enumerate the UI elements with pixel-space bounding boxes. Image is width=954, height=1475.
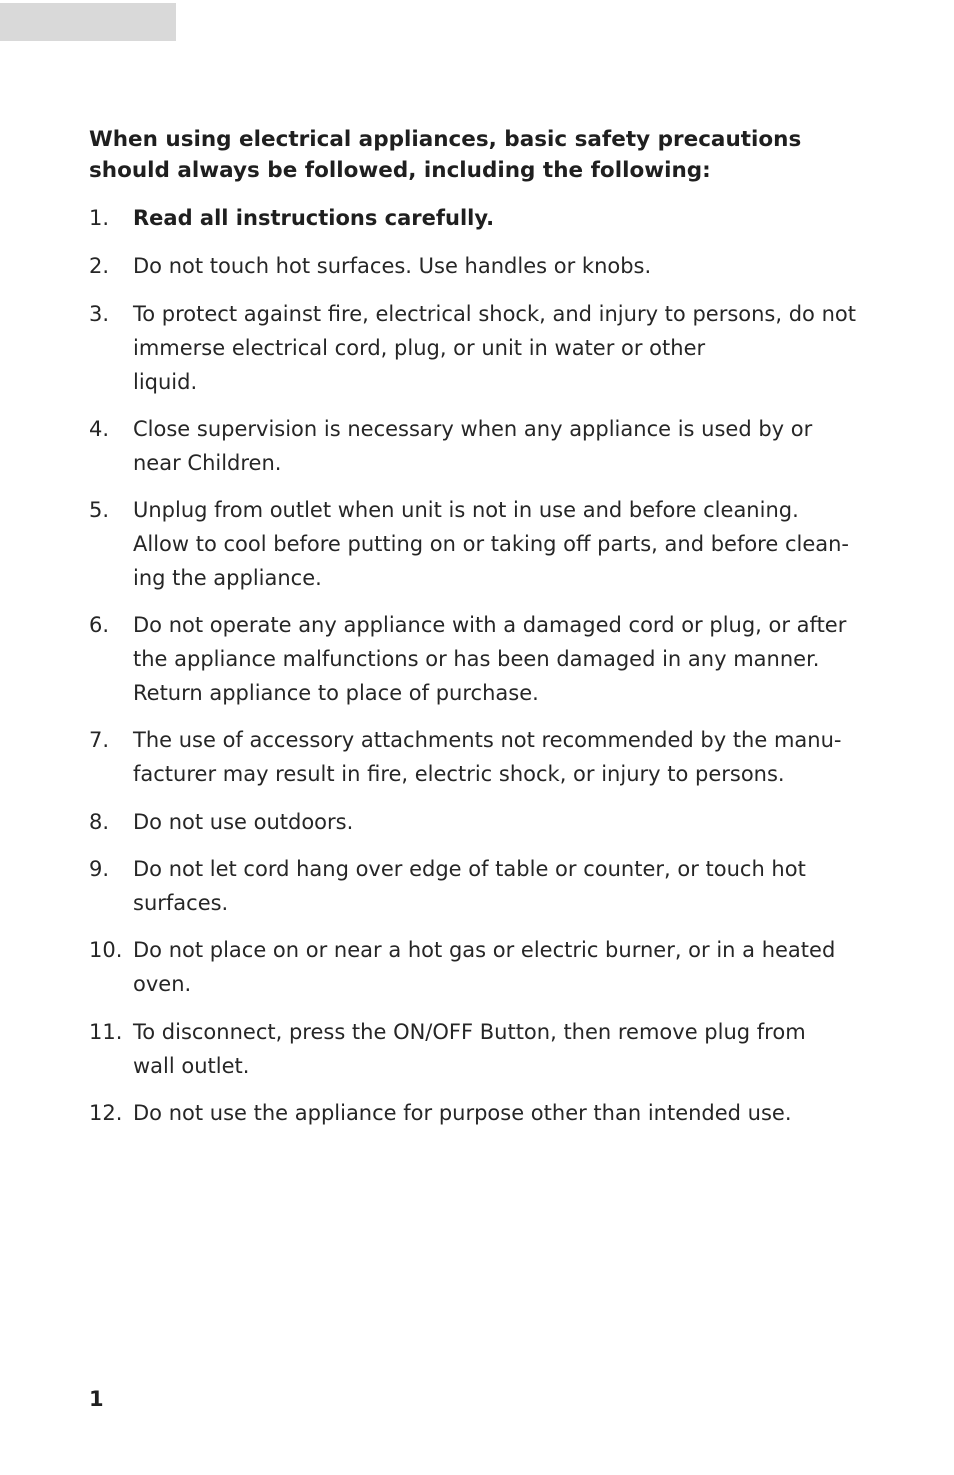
item-text — [133, 852, 893, 920]
item-number: 12. — [89, 1101, 123, 1125]
item-line: To disconnect, press the ON/OFF Button, then remove plug from — [133, 1020, 806, 1044]
item-line: Close supervision is necessary when any appliance is used by or — [133, 417, 813, 441]
item-number: 9. — [89, 857, 110, 881]
item-text — [133, 1015, 893, 1083]
item-line: Return appliance to place of purchase. — [133, 681, 539, 705]
item-number: 8. — [89, 810, 110, 834]
item-number: 10. — [89, 938, 123, 962]
item-text — [133, 1096, 893, 1130]
item-line: the appliance malfunctions or has been damaged in any manner. — [133, 647, 820, 671]
item-line: facturer may result in fire, electric shock, or injury to persons. — [133, 762, 785, 786]
corner-tab — [0, 3, 176, 41]
item-text — [133, 412, 893, 480]
item-line: Unplug from outlet when unit is not in use and before cleaning. — [133, 498, 799, 522]
item-line: wall outlet. — [133, 1054, 250, 1078]
item-number: 11. — [89, 1020, 123, 1044]
item-line: oven. — [133, 972, 192, 996]
item-line: Do not use outdoors. — [133, 810, 354, 834]
item-text — [133, 933, 893, 1001]
item-number: 5. — [89, 498, 110, 522]
item-number: 7. — [89, 728, 110, 752]
item-line: Do not touch hot surfaces. Use handles or knobs. — [133, 254, 652, 278]
item-number: 6. — [89, 613, 110, 637]
intro-line: should always be followed, including the following: — [89, 158, 711, 183]
item-line: The use of accessory attachments not recommended by the manu- — [133, 728, 842, 752]
item-line: near Children. — [133, 451, 282, 475]
item-number: 3. — [89, 302, 110, 326]
item-number: 2. — [89, 254, 110, 278]
item-text — [133, 805, 893, 839]
item-number: 4. — [89, 417, 110, 441]
item-line: Do not let cord hang over edge of table or counter, or touch hot — [133, 857, 806, 881]
item-number: 1. — [89, 206, 110, 230]
item-text — [133, 297, 893, 399]
item-line: Do not use the appliance for purpose other than intended use. — [133, 1101, 792, 1125]
item-line: Do not operate any appliance with a damaged cord or plug, or after — [133, 613, 847, 637]
item-line: To protect against fire, electrical shock, and injury to persons, do not — [133, 302, 856, 326]
item-text — [133, 493, 893, 595]
intro-line: When using electrical appliances, basic safety precautions — [89, 127, 802, 152]
item-line: surfaces. — [133, 891, 229, 915]
page-number: 1 — [89, 1387, 104, 1411]
item-line: Do not place on or near a hot gas or electric burner, or in a heated — [133, 938, 836, 962]
intro-heading — [89, 124, 869, 186]
item-line: ing the appliance. — [133, 566, 322, 590]
item-text — [133, 723, 893, 791]
item-line: immerse electrical cord, plug, or unit in water or other — [133, 336, 706, 360]
item-line: liquid. — [133, 370, 198, 394]
item-text — [133, 249, 893, 283]
item-text — [133, 608, 893, 710]
item-line: Allow to cool before putting on or taking off parts, and before clean- — [133, 532, 850, 556]
item-text — [133, 201, 893, 235]
item-line: Read all instructions carefully. — [133, 206, 495, 230]
